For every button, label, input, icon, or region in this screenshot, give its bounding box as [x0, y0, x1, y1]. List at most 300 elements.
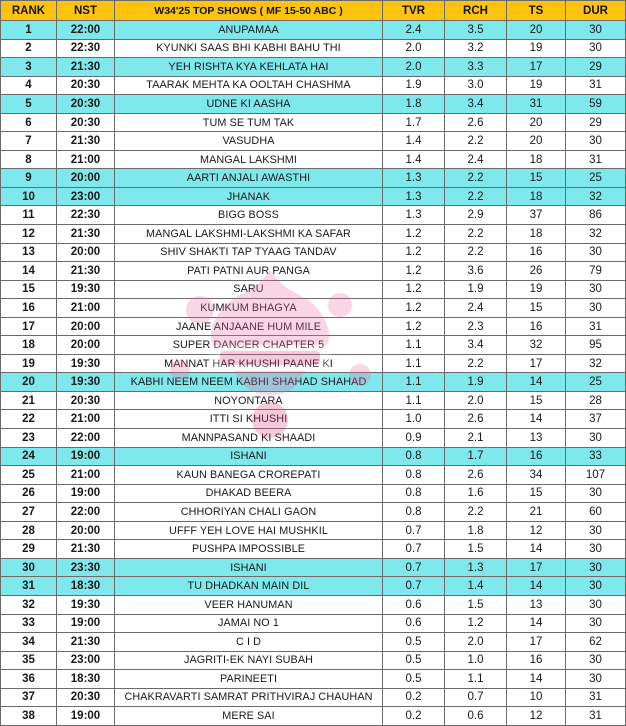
- cell-nst: 22:00: [57, 429, 115, 448]
- cell-dur: 25: [566, 169, 626, 188]
- table-row: [1, 187, 626, 206]
- cell-rch: 3.6: [445, 262, 507, 281]
- cell-tvr: 1.1: [383, 373, 445, 392]
- cell-dur: 28: [566, 391, 626, 410]
- cell-nst: 19:00: [57, 447, 115, 466]
- cell-ts: 14: [507, 577, 566, 596]
- cell-rch: 2.9: [445, 206, 507, 225]
- cell-show: PATI PATNI AUR PANGA: [115, 262, 383, 281]
- cell-dur: 30: [566, 558, 626, 577]
- cell-nst: 21:30: [57, 540, 115, 559]
- cell-dur: 30: [566, 429, 626, 448]
- cell-rch: 0.6: [445, 707, 507, 726]
- cell-tvr: 1.4: [383, 132, 445, 151]
- cell-rch: 1.3: [445, 558, 507, 577]
- table-row: [1, 633, 626, 652]
- cell-rch: 2.2: [445, 187, 507, 206]
- cell-dur: 31: [566, 707, 626, 726]
- cell-show: KAUN BANEGA CROREPATI: [115, 466, 383, 485]
- cell-rank: 32: [1, 595, 57, 614]
- cell-tvr: 1.2: [383, 243, 445, 262]
- cell-dur: 30: [566, 39, 626, 58]
- table-row: [1, 614, 626, 633]
- cell-show: KABHI NEEM NEEM KABHI SHAHAD SHAHAD: [115, 373, 383, 392]
- cell-rch: 2.2: [445, 503, 507, 522]
- cell-show: PUSHPA IMPOSSIBLE: [115, 540, 383, 559]
- table-row: [1, 169, 626, 188]
- cell-dur: 60: [566, 503, 626, 522]
- table-header: [1, 1, 626, 21]
- cell-show: CHHORIYAN CHALI GAON: [115, 503, 383, 522]
- cell-rank: 37: [1, 688, 57, 707]
- cell-ts: 20: [507, 132, 566, 151]
- cell-rch: 1.2: [445, 614, 507, 633]
- cell-dur: 30: [566, 484, 626, 503]
- cell-nst: 20:30: [57, 76, 115, 95]
- cell-rch: 3.4: [445, 95, 507, 114]
- cell-nst: 19:30: [57, 595, 115, 614]
- cell-ts: 15: [507, 391, 566, 410]
- cell-ts: 17: [507, 633, 566, 652]
- cell-rch: 2.3: [445, 317, 507, 336]
- cell-ts: 14: [507, 410, 566, 429]
- cell-show: AARTI ANJALI AWASTHI: [115, 169, 383, 188]
- cell-show: MANGAL LAKSHMI-LAKSHMI KA SAFAR: [115, 225, 383, 244]
- cell-dur: 62: [566, 633, 626, 652]
- cell-ts: 18: [507, 225, 566, 244]
- table-row: [1, 354, 626, 373]
- header-ts: TS: [507, 1, 566, 21]
- cell-dur: 32: [566, 225, 626, 244]
- cell-tvr: 0.7: [383, 577, 445, 596]
- cell-tvr: 1.0: [383, 410, 445, 429]
- cell-rch: 2.1: [445, 429, 507, 448]
- cell-nst: 20:00: [57, 336, 115, 355]
- cell-rch: 1.7: [445, 447, 507, 466]
- table-row: [1, 521, 626, 540]
- cell-show: VEER HANUMAN: [115, 595, 383, 614]
- cell-show: ISHANI: [115, 447, 383, 466]
- cell-ts: 19: [507, 39, 566, 58]
- cell-tvr: 1.2: [383, 225, 445, 244]
- cell-ts: 19: [507, 76, 566, 95]
- cell-rank: 34: [1, 633, 57, 652]
- cell-rank: 22: [1, 410, 57, 429]
- cell-rch: 3.4: [445, 336, 507, 355]
- cell-tvr: 2.4: [383, 21, 445, 40]
- cell-rch: 1.1: [445, 670, 507, 689]
- cell-nst: 23:30: [57, 558, 115, 577]
- cell-dur: 30: [566, 577, 626, 596]
- cell-show: BIGG BOSS: [115, 206, 383, 225]
- table-row: [1, 76, 626, 95]
- header-tvr: TVR: [383, 1, 445, 21]
- cell-nst: 19:30: [57, 354, 115, 373]
- cell-tvr: 0.7: [383, 540, 445, 559]
- cell-tvr: 2.0: [383, 39, 445, 58]
- cell-ts: 12: [507, 707, 566, 726]
- cell-ts: 15: [507, 169, 566, 188]
- cell-rank: 24: [1, 447, 57, 466]
- cell-rank: 26: [1, 484, 57, 503]
- table-row: [1, 299, 626, 318]
- cell-rch: 2.4: [445, 299, 507, 318]
- cell-tvr: 0.8: [383, 447, 445, 466]
- cell-rch: 2.2: [445, 169, 507, 188]
- table-row: [1, 39, 626, 58]
- cell-ts: 16: [507, 317, 566, 336]
- cell-dur: 31: [566, 76, 626, 95]
- cell-nst: 22:00: [57, 21, 115, 40]
- header-show-title: W34'25 TOP SHOWS ( MF 15-50 ABC ): [115, 1, 383, 21]
- table-row: [1, 373, 626, 392]
- cell-rch: 3.5: [445, 21, 507, 40]
- cell-dur: 30: [566, 21, 626, 40]
- cell-tvr: 1.4: [383, 150, 445, 169]
- table-row: [1, 503, 626, 522]
- table-row: [1, 540, 626, 559]
- cell-nst: 21:00: [57, 466, 115, 485]
- cell-dur: 29: [566, 58, 626, 77]
- cell-dur: 30: [566, 651, 626, 670]
- cell-show: ITTI SI KHUSHI: [115, 410, 383, 429]
- cell-ts: 34: [507, 466, 566, 485]
- cell-dur: 37: [566, 410, 626, 429]
- cell-tvr: 1.1: [383, 354, 445, 373]
- cell-show: KYUNKI SAAS BHI KABHI BAHU THI: [115, 39, 383, 58]
- cell-rank: 23: [1, 429, 57, 448]
- cell-rank: 12: [1, 225, 57, 244]
- cell-nst: 23:00: [57, 651, 115, 670]
- cell-tvr: 0.8: [383, 484, 445, 503]
- cell-ts: 20: [507, 21, 566, 40]
- cell-tvr: 2.0: [383, 58, 445, 77]
- cell-dur: 30: [566, 614, 626, 633]
- cell-show: NOYONTARA: [115, 391, 383, 410]
- cell-rank: 14: [1, 262, 57, 281]
- cell-dur: 107: [566, 466, 626, 485]
- cell-rch: 1.0: [445, 651, 507, 670]
- cell-rank: 31: [1, 577, 57, 596]
- cell-ts: 12: [507, 521, 566, 540]
- cell-ts: 10: [507, 688, 566, 707]
- table-body: [1, 21, 626, 726]
- cell-tvr: 1.3: [383, 169, 445, 188]
- cell-rch: 2.2: [445, 132, 507, 151]
- cell-show: MANNAT HAR KHUSHI PAANE KI: [115, 354, 383, 373]
- cell-rch: 2.6: [445, 466, 507, 485]
- cell-nst: 18:30: [57, 577, 115, 596]
- cell-show: SHIV SHAKTI TAP TYAAG TANDAV: [115, 243, 383, 262]
- cell-nst: 22:30: [57, 206, 115, 225]
- cell-show: VASUDHA: [115, 132, 383, 151]
- cell-nst: 20:30: [57, 113, 115, 132]
- cell-rank: 11: [1, 206, 57, 225]
- table-row: [1, 595, 626, 614]
- cell-rch: 2.0: [445, 633, 507, 652]
- cell-ts: 17: [507, 558, 566, 577]
- cell-tvr: 0.5: [383, 651, 445, 670]
- table-row: [1, 651, 626, 670]
- cell-rank: 21: [1, 391, 57, 410]
- table-row: [1, 670, 626, 689]
- cell-tvr: 0.7: [383, 521, 445, 540]
- cell-ts: 26: [507, 262, 566, 281]
- cell-tvr: 0.2: [383, 707, 445, 726]
- cell-ts: 18: [507, 187, 566, 206]
- header-rank: RANK: [1, 1, 57, 21]
- cell-nst: 19:30: [57, 373, 115, 392]
- cell-dur: 30: [566, 299, 626, 318]
- cell-ts: 17: [507, 58, 566, 77]
- cell-dur: 29: [566, 113, 626, 132]
- cell-tvr: 1.3: [383, 206, 445, 225]
- table-row: [1, 336, 626, 355]
- cell-rch: 2.4: [445, 150, 507, 169]
- cell-rch: 2.2: [445, 225, 507, 244]
- cell-dur: 32: [566, 187, 626, 206]
- cell-dur: 30: [566, 540, 626, 559]
- cell-show: ISHANI: [115, 558, 383, 577]
- cell-tvr: 0.8: [383, 466, 445, 485]
- cell-rank: 1: [1, 21, 57, 40]
- table-row: [1, 466, 626, 485]
- cell-rank: 7: [1, 132, 57, 151]
- cell-ts: 17: [507, 354, 566, 373]
- cell-tvr: 0.5: [383, 633, 445, 652]
- cell-dur: 79: [566, 262, 626, 281]
- cell-show: JAMAI NO 1: [115, 614, 383, 633]
- cell-rank: 5: [1, 95, 57, 114]
- cell-show: JAANE ANJAANE HUM MILE: [115, 317, 383, 336]
- cell-rch: 2.2: [445, 243, 507, 262]
- cell-rch: 3.0: [445, 76, 507, 95]
- cell-rch: 1.5: [445, 595, 507, 614]
- cell-dur: 30: [566, 595, 626, 614]
- cell-rch: 1.6: [445, 484, 507, 503]
- cell-rank: 30: [1, 558, 57, 577]
- cell-rch: 3.2: [445, 39, 507, 58]
- cell-tvr: 0.8: [383, 503, 445, 522]
- header-dur: DUR: [566, 1, 626, 21]
- cell-nst: 19:00: [57, 484, 115, 503]
- cell-ts: 13: [507, 595, 566, 614]
- cell-rank: 36: [1, 670, 57, 689]
- cell-ts: 14: [507, 540, 566, 559]
- cell-show: YEH RISHTA KYA KEHLATA HAI: [115, 58, 383, 77]
- cell-show: MANGAL LAKSHMI: [115, 150, 383, 169]
- cell-ts: 14: [507, 614, 566, 633]
- cell-rank: 38: [1, 707, 57, 726]
- cell-show: SARU: [115, 280, 383, 299]
- cell-tvr: 0.5: [383, 670, 445, 689]
- cell-rch: 2.6: [445, 113, 507, 132]
- cell-rank: 6: [1, 113, 57, 132]
- cell-rank: 3: [1, 58, 57, 77]
- cell-dur: 25: [566, 373, 626, 392]
- cell-nst: 22:00: [57, 503, 115, 522]
- cell-dur: 31: [566, 688, 626, 707]
- cell-dur: 30: [566, 280, 626, 299]
- cell-nst: 18:30: [57, 670, 115, 689]
- cell-rch: 2.6: [445, 410, 507, 429]
- cell-nst: 21:30: [57, 58, 115, 77]
- cell-tvr: 1.9: [383, 76, 445, 95]
- cell-show: MANNPASAND KI SHAADI: [115, 429, 383, 448]
- cell-ts: 14: [507, 670, 566, 689]
- cell-nst: 21:30: [57, 262, 115, 281]
- cell-nst: 20:00: [57, 317, 115, 336]
- cell-ts: 19: [507, 280, 566, 299]
- cell-rank: 4: [1, 76, 57, 95]
- cell-show: MERE SAI: [115, 707, 383, 726]
- cell-show: KUMKUM BHAGYA: [115, 299, 383, 318]
- table-row: [1, 410, 626, 429]
- cell-ts: 15: [507, 299, 566, 318]
- cell-rank: 10: [1, 187, 57, 206]
- cell-rank: 20: [1, 373, 57, 392]
- cell-nst: 20:30: [57, 95, 115, 114]
- cell-show: ANUPAMAA: [115, 21, 383, 40]
- cell-rank: 19: [1, 354, 57, 373]
- cell-tvr: 0.6: [383, 595, 445, 614]
- cell-rch: 1.5: [445, 540, 507, 559]
- table-row: [1, 58, 626, 77]
- cell-ts: 20: [507, 113, 566, 132]
- table-row: [1, 21, 626, 40]
- table-row: [1, 206, 626, 225]
- cell-ts: 21: [507, 503, 566, 522]
- cell-ts: 16: [507, 447, 566, 466]
- header-rch: RCH: [445, 1, 507, 21]
- cell-dur: 30: [566, 521, 626, 540]
- cell-tvr: 0.9: [383, 429, 445, 448]
- table-row: [1, 225, 626, 244]
- table-row: [1, 391, 626, 410]
- cell-nst: 22:30: [57, 39, 115, 58]
- cell-nst: 19:30: [57, 280, 115, 299]
- cell-rch: 1.9: [445, 373, 507, 392]
- table-row: [1, 243, 626, 262]
- cell-tvr: 0.6: [383, 614, 445, 633]
- cell-rank: 35: [1, 651, 57, 670]
- cell-nst: 23:00: [57, 187, 115, 206]
- table-row: [1, 707, 626, 726]
- cell-tvr: 1.1: [383, 336, 445, 355]
- cell-nst: 21:30: [57, 225, 115, 244]
- cell-show: TAARAK MEHTA KA OOLTAH CHASHMA: [115, 76, 383, 95]
- cell-nst: 19:00: [57, 707, 115, 726]
- table-row: [1, 317, 626, 336]
- cell-nst: 20:00: [57, 243, 115, 262]
- cell-ts: 37: [507, 206, 566, 225]
- cell-nst: 19:00: [57, 614, 115, 633]
- cell-show: UDNE KI AASHA: [115, 95, 383, 114]
- cell-show: TU DHADKAN MAIN DIL: [115, 577, 383, 596]
- cell-rch: 1.8: [445, 521, 507, 540]
- cell-rch: 0.7: [445, 688, 507, 707]
- cell-rank: 15: [1, 280, 57, 299]
- cell-dur: 30: [566, 670, 626, 689]
- cell-nst: 20:30: [57, 391, 115, 410]
- cell-ts: 14: [507, 373, 566, 392]
- cell-rch: 2.2: [445, 354, 507, 373]
- cell-show: UFFF YEH LOVE HAI MUSHKIL: [115, 521, 383, 540]
- cell-show: C I D: [115, 633, 383, 652]
- cell-ts: 16: [507, 243, 566, 262]
- cell-tvr: 1.2: [383, 262, 445, 281]
- cell-ts: 16: [507, 651, 566, 670]
- cell-nst: 20:30: [57, 688, 115, 707]
- table-row: [1, 577, 626, 596]
- cell-tvr: 1.7: [383, 113, 445, 132]
- cell-tvr: 1.3: [383, 187, 445, 206]
- table-row: [1, 447, 626, 466]
- cell-show: JHANAK: [115, 187, 383, 206]
- header-nst: NST: [57, 1, 115, 21]
- cell-ts: 15: [507, 484, 566, 503]
- cell-rch: 1.9: [445, 280, 507, 299]
- cell-rank: 28: [1, 521, 57, 540]
- cell-tvr: 1.2: [383, 299, 445, 318]
- cell-rank: 16: [1, 299, 57, 318]
- table-row: [1, 262, 626, 281]
- cell-rank: 33: [1, 614, 57, 633]
- cell-tvr: 1.8: [383, 95, 445, 114]
- table-row: [1, 558, 626, 577]
- table-row: [1, 150, 626, 169]
- table-row: [1, 132, 626, 151]
- cell-rank: 25: [1, 466, 57, 485]
- cell-rank: 27: [1, 503, 57, 522]
- cell-dur: 30: [566, 132, 626, 151]
- cell-rank: 18: [1, 336, 57, 355]
- table-row: [1, 95, 626, 114]
- cell-nst: 20:00: [57, 169, 115, 188]
- cell-show: TUM SE TUM TAK: [115, 113, 383, 132]
- cell-show: SUPER DANCER CHAPTER 5: [115, 336, 383, 355]
- cell-rank: 9: [1, 169, 57, 188]
- cell-ts: 13: [507, 429, 566, 448]
- cell-show: DHAKAD BEERA: [115, 484, 383, 503]
- cell-dur: 31: [566, 317, 626, 336]
- cell-show: CHAKRAVARTI SAMRAT PRITHVIRAJ CHAUHAN: [115, 688, 383, 707]
- table-row: [1, 280, 626, 299]
- table-row: [1, 484, 626, 503]
- table-row: [1, 688, 626, 707]
- cell-dur: 86: [566, 206, 626, 225]
- cell-rank: 2: [1, 39, 57, 58]
- cell-tvr: 0.7: [383, 558, 445, 577]
- table-row: [1, 113, 626, 132]
- cell-dur: 30: [566, 243, 626, 262]
- cell-rch: 1.4: [445, 577, 507, 596]
- cell-nst: 20:00: [57, 521, 115, 540]
- cell-tvr: 0.2: [383, 688, 445, 707]
- cell-rank: 29: [1, 540, 57, 559]
- cell-rank: 17: [1, 317, 57, 336]
- cell-show: PARINEETI: [115, 670, 383, 689]
- cell-tvr: 1.2: [383, 280, 445, 299]
- cell-nst: 21:30: [57, 132, 115, 151]
- cell-nst: 21:30: [57, 633, 115, 652]
- cell-tvr: 1.1: [383, 391, 445, 410]
- cell-rank: 13: [1, 243, 57, 262]
- cell-ts: 18: [507, 150, 566, 169]
- cell-rank: 8: [1, 150, 57, 169]
- cell-nst: 21:00: [57, 150, 115, 169]
- cell-show: JAGRITI-EK NAYI SUBAH: [115, 651, 383, 670]
